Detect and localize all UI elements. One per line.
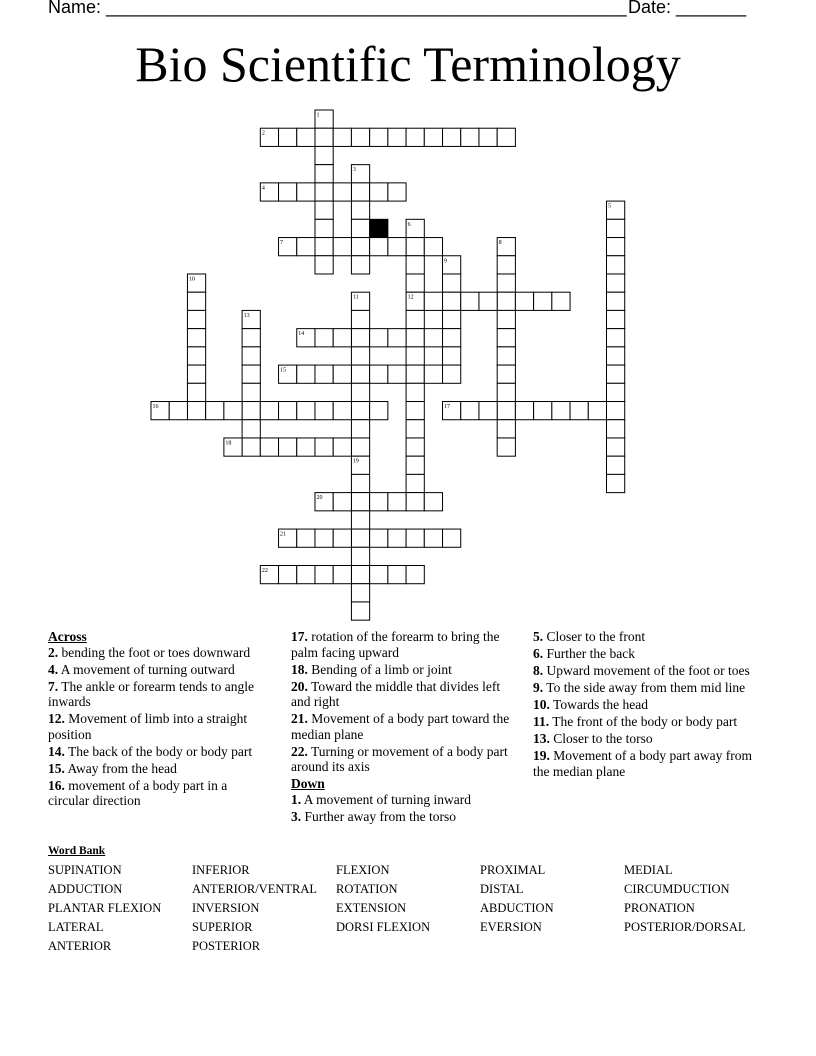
word-bank-item: LATERAL — [48, 920, 104, 934]
grid-cell[interactable] — [406, 238, 424, 256]
grid-cell[interactable] — [607, 219, 625, 237]
grid-cell[interactable] — [315, 183, 333, 201]
grid-cell[interactable] — [479, 128, 497, 146]
word-bank-item: EXTENSION — [336, 901, 407, 915]
grid-cell[interactable] — [351, 420, 369, 438]
clue-across-15: 15. Away from the head — [48, 760, 177, 776]
word-bank-item: ANTERIOR/VENTRAL — [192, 882, 317, 896]
grid-cell[interactable] — [333, 183, 351, 201]
clue-down-19: 19. Movement of a body part away from the median plane — [533, 748, 752, 779]
grid-cell[interactable] — [388, 529, 406, 547]
grid-cell[interactable] — [588, 402, 606, 420]
grid-cell[interactable] — [315, 365, 333, 383]
grid-clue-number: 14 — [298, 331, 305, 338]
grid-cell[interactable] — [315, 128, 333, 146]
grid-cell[interactable] — [443, 347, 461, 365]
grid-cell[interactable] — [187, 292, 205, 310]
grid-clue-number: 19 — [352, 458, 359, 465]
grid-cell[interactable] — [497, 274, 515, 292]
grid-cell[interactable] — [315, 566, 333, 584]
grid-cell[interactable] — [242, 347, 260, 365]
clue-down-6: 6. Further the back — [533, 646, 635, 661]
word-bank-item: ADDUCTION — [48, 882, 123, 896]
grid-cell[interactable] — [552, 402, 570, 420]
grid-cell[interactable] — [279, 128, 297, 146]
clue-across-4: 4. A movement of turning outward — [48, 661, 235, 677]
grid-clue-number: 3 — [352, 167, 356, 174]
grid-clue-number: 20 — [316, 495, 323, 502]
grid-cell[interactable] — [479, 292, 497, 310]
grid-cell[interactable] — [351, 383, 369, 401]
grid-clue-number: 7 — [280, 240, 284, 247]
grid-clue-number: 11 — [352, 294, 359, 301]
grid-cell[interactable] — [388, 183, 406, 201]
grid-cell[interactable] — [388, 365, 406, 383]
grid-cell[interactable] — [297, 183, 315, 201]
grid-cell[interactable] — [570, 402, 588, 420]
grid-cell[interactable] — [388, 128, 406, 146]
grid-cell[interactable] — [406, 402, 424, 420]
word-bank-item: DISTAL — [480, 882, 524, 896]
grid-cell[interactable] — [351, 256, 369, 274]
clue-across-2: 2. bending the foot or toes downward — [48, 644, 251, 660]
grid-cell[interactable] — [315, 529, 333, 547]
grid-cell[interactable] — [169, 402, 187, 420]
grid-cell[interactable] — [497, 438, 515, 456]
down-heading: Down — [291, 776, 325, 791]
grid-cell[interactable] — [351, 219, 369, 237]
grid-cell[interactable] — [370, 329, 388, 347]
date-field-label: Date: _______ — [628, 0, 747, 17]
grid-cell[interactable] — [406, 329, 424, 347]
grid-cell[interactable] — [497, 128, 515, 146]
grid-cell[interactable] — [242, 420, 260, 438]
grid-cell[interactable] — [315, 165, 333, 183]
word-bank-item: PROXIMAL — [480, 863, 546, 877]
grid-cell[interactable] — [406, 256, 424, 274]
grid-cell[interactable] — [351, 511, 369, 529]
word-bank-item: INFERIOR — [192, 863, 250, 877]
grid-cell[interactable] — [206, 402, 224, 420]
grid-cell[interactable] — [515, 292, 533, 310]
grid-cell[interactable] — [388, 493, 406, 511]
grid-cell[interactable] — [351, 201, 369, 219]
grid-cell[interactable] — [315, 329, 333, 347]
grid-cell[interactable] — [351, 347, 369, 365]
clue-across-21: 21. Movement of a body part toward the median plane — [291, 711, 510, 742]
grid-cell[interactable] — [187, 310, 205, 328]
grid-cell[interactable] — [424, 238, 442, 256]
grid-cell[interactable] — [607, 456, 625, 474]
grid-cell[interactable] — [333, 529, 351, 547]
clue-down-3: 3. Further away from the torso — [291, 808, 456, 824]
grid-cell[interactable] — [351, 493, 369, 511]
grid-cell[interactable] — [315, 219, 333, 237]
grid-cell[interactable] — [333, 402, 351, 420]
grid-cell[interactable] — [534, 292, 552, 310]
grid-cell[interactable] — [406, 566, 424, 584]
word-bank-item: DORSI FLEXION — [336, 920, 431, 934]
grid-clue-number: 10 — [188, 276, 195, 283]
word-bank-item: POSTERIOR/DORSAL — [624, 920, 746, 934]
grid-cell[interactable] — [297, 238, 315, 256]
grid-cell[interactable] — [333, 365, 351, 383]
grid-cell[interactable] — [607, 274, 625, 292]
grid-clue-number: 4 — [261, 185, 265, 192]
clues-column-1 — [48, 629, 270, 810]
grid-cell[interactable] — [260, 438, 278, 456]
grid-cell[interactable] — [497, 365, 515, 383]
clue-down-5: 5. Closer to the front — [533, 629, 646, 644]
grid-cell[interactable] — [242, 402, 260, 420]
grid-cell[interactable] — [406, 274, 424, 292]
grid-clue-number: 22 — [261, 568, 268, 574]
grid-cell[interactable] — [497, 310, 515, 328]
clue-down-9: 9. To the side away from them mid line — [533, 680, 746, 695]
word-bank-item: EVERSION — [480, 920, 542, 934]
grid-cell[interactable] — [406, 474, 424, 492]
clue-down-1: 1. A movement of turning inward — [291, 791, 471, 807]
grid-cell[interactable] — [388, 238, 406, 256]
grid-cell[interactable] — [224, 402, 242, 420]
grid-cell[interactable] — [443, 274, 461, 292]
grid-clue-number: 6 — [407, 221, 411, 228]
across-heading: Across — [48, 629, 87, 644]
grid-cell[interactable] — [297, 128, 315, 146]
grid-cell[interactable] — [351, 438, 369, 456]
grid-clue-number: 16 — [152, 404, 159, 411]
grid-cell[interactable] — [333, 128, 351, 146]
grid-cell[interactable] — [461, 292, 479, 310]
grid-cell[interactable] — [534, 402, 552, 420]
grid-cell[interactable] — [370, 402, 388, 420]
word-bank-item: ABDUCTION — [480, 901, 554, 915]
grid-cell[interactable] — [370, 365, 388, 383]
grid-cell[interactable] — [351, 329, 369, 347]
grid-black-cell — [370, 219, 388, 237]
grid-cell[interactable] — [406, 420, 424, 438]
grid-cell[interactable] — [406, 347, 424, 365]
grid-cell[interactable] — [406, 128, 424, 146]
grid-cell[interactable] — [406, 456, 424, 474]
grid-cell[interactable] — [461, 402, 479, 420]
grid-clue-number: 9 — [444, 258, 448, 265]
grid-cell[interactable] — [351, 310, 369, 328]
grid-cell[interactable] — [443, 365, 461, 383]
grid-cell[interactable] — [443, 329, 461, 347]
word-bank-item: ROTATION — [336, 882, 398, 896]
grid-cell[interactable] — [607, 383, 625, 401]
page-title: Bio Scientific Terminology — [135, 36, 681, 92]
grid-cell[interactable] — [461, 128, 479, 146]
grid-clue-number: 12 — [407, 294, 414, 301]
grid-cell[interactable] — [351, 238, 369, 256]
grid-clue-number: 21 — [280, 531, 287, 538]
grid-cell[interactable] — [351, 584, 369, 602]
grid-clue-number: 5 — [608, 203, 611, 210]
grid-cell[interactable] — [479, 402, 497, 420]
grid-cell[interactable] — [242, 365, 260, 383]
grid-cell[interactable] — [424, 292, 442, 310]
clue-down-10: 10. Towards the head — [533, 697, 649, 712]
clues-column-3 — [533, 629, 755, 781]
grid-cell[interactable] — [443, 128, 461, 146]
grid-cell[interactable] — [187, 347, 205, 365]
grid-cell[interactable] — [333, 493, 351, 511]
grid-cell[interactable] — [607, 420, 625, 438]
grid-cell[interactable] — [497, 383, 515, 401]
grid-cell[interactable] — [333, 438, 351, 456]
grid-cell[interactable] — [607, 438, 625, 456]
grid-cell[interactable] — [315, 402, 333, 420]
word-bank-item: INVERSION — [192, 901, 260, 915]
word-bank-item: FLEXION — [336, 863, 390, 877]
grid-cell[interactable] — [406, 383, 424, 401]
grid-clue-number: 18 — [225, 440, 232, 447]
grid-cell[interactable] — [406, 438, 424, 456]
clue-across-20: 20. Toward the middle that divides left and right — [291, 678, 501, 709]
word-bank-item: SUPERIOR — [192, 920, 253, 934]
word-bank-item: CIRCUMDUCTION — [624, 882, 730, 896]
grid-cell[interactable] — [351, 529, 369, 547]
grid-cell[interactable] — [297, 402, 315, 420]
grid-clue-number: 15 — [280, 367, 287, 374]
grid-cell[interactable] — [607, 329, 625, 347]
name-field-label: Name: ____________________________________________________ — [48, 0, 627, 17]
word-bank-item: PLANTAR FLEXION — [48, 901, 162, 915]
grid-cell[interactable] — [333, 329, 351, 347]
grid-clue-number: 17 — [444, 404, 451, 411]
grid-cell[interactable] — [315, 256, 333, 274]
grid-cell[interactable] — [351, 128, 369, 146]
grid-cell[interactable] — [242, 383, 260, 401]
grid-cell[interactable] — [607, 402, 625, 420]
grid-clue-number: 1 — [316, 112, 320, 119]
grid-cell[interactable] — [424, 329, 442, 347]
clue-down-8: 8. Upward movement of the foot or toes — [533, 663, 750, 678]
word-bank-title: Word Bank — [48, 845, 106, 857]
grid-cell[interactable] — [424, 365, 442, 383]
clue-across-17: 17. rotation of the forearm to bring the palm facing upward — [291, 629, 500, 660]
clue-across-16: 16. movement of a body part in a circular direction — [48, 777, 228, 808]
grid-cell[interactable] — [406, 365, 424, 383]
grid-cell[interactable] — [351, 566, 369, 584]
grid-cell[interactable] — [242, 329, 260, 347]
grid-cell[interactable] — [187, 402, 205, 420]
grid-cell[interactable] — [497, 347, 515, 365]
clue-across-22: 22. Turning or movement of a body part around its axis — [291, 743, 508, 774]
grid-clue-number: 2 — [261, 130, 265, 137]
grid-cell[interactable] — [297, 365, 315, 383]
clue-down-13: 13. Closer to the torso — [533, 731, 653, 746]
grid-cell[interactable] — [242, 438, 260, 456]
clue-down-11: 11. The front of the body or body part — [533, 714, 738, 729]
grid-cell[interactable] — [351, 547, 369, 565]
grid-cell[interactable] — [279, 566, 297, 584]
grid-cell[interactable] — [607, 310, 625, 328]
grid-cell[interactable] — [497, 420, 515, 438]
clue-across-14: 14. The back of the body or body part — [48, 743, 253, 759]
grid-cell[interactable] — [279, 438, 297, 456]
grid-cell[interactable] — [297, 438, 315, 456]
grid-cell[interactable] — [515, 402, 533, 420]
grid-cell[interactable] — [333, 238, 351, 256]
grid-cell[interactable] — [424, 493, 442, 511]
grid-cell[interactable] — [406, 310, 424, 328]
grid-cell[interactable] — [351, 402, 369, 420]
grid-cell[interactable] — [406, 529, 424, 547]
word-bank-item: MEDIAL — [624, 863, 673, 877]
grid-cell[interactable] — [370, 529, 388, 547]
word-bank-item: POSTERIOR — [192, 939, 261, 953]
grid-cell[interactable] — [297, 566, 315, 584]
grid-cell[interactable] — [370, 128, 388, 146]
grid-cell[interactable] — [607, 256, 625, 274]
grid-cell[interactable] — [370, 493, 388, 511]
grid-cell[interactable] — [388, 329, 406, 347]
grid-cell[interactable] — [552, 292, 570, 310]
grid-cell[interactable] — [607, 347, 625, 365]
grid-cell[interactable] — [424, 128, 442, 146]
grid-cell[interactable] — [388, 566, 406, 584]
grid-cell[interactable] — [297, 529, 315, 547]
word-bank-item: ANTERIOR — [48, 939, 112, 953]
grid-cell[interactable] — [607, 474, 625, 492]
grid-cell[interactable] — [260, 402, 278, 420]
grid-cell[interactable] — [497, 292, 515, 310]
grid-cell[interactable] — [333, 566, 351, 584]
grid-cell[interactable] — [351, 365, 369, 383]
grid-cell[interactable] — [187, 365, 205, 383]
grid-cell[interactable] — [607, 292, 625, 310]
grid-cell[interactable] — [443, 529, 461, 547]
grid-cell[interactable] — [315, 238, 333, 256]
grid-cell[interactable] — [370, 566, 388, 584]
word-bank-item: PRONATION — [624, 901, 695, 915]
grid-cell[interactable] — [351, 602, 369, 620]
grid-cell[interactable] — [370, 183, 388, 201]
grid-cell[interactable] — [279, 402, 297, 420]
grid-cell[interactable] — [279, 183, 297, 201]
clue-across-12: 12. Movement of limb into a straight position — [48, 711, 248, 742]
grid-cell[interactable] — [406, 493, 424, 511]
grid-cell[interactable] — [443, 310, 461, 328]
grid-cell[interactable] — [497, 256, 515, 274]
grid-clue-number: 8 — [498, 240, 502, 247]
grid-cell[interactable] — [187, 329, 205, 347]
clue-across-7: 7. The ankle or forearm tends to angle inwards — [48, 678, 254, 709]
grid-cell[interactable] — [443, 292, 461, 310]
grid-cell[interactable] — [497, 402, 515, 420]
grid-cell[interactable] — [187, 383, 205, 401]
grid-cell[interactable] — [370, 238, 388, 256]
grid-cell[interactable] — [351, 474, 369, 492]
grid-cell[interactable] — [424, 529, 442, 547]
grid-cell[interactable] — [315, 438, 333, 456]
word-bank-item: SUPINATION — [48, 863, 122, 877]
grid-cell[interactable] — [607, 365, 625, 383]
grid-clue-number: 13 — [243, 312, 250, 319]
grid-cell[interactable] — [315, 201, 333, 219]
grid-cell[interactable] — [315, 146, 333, 164]
grid-cell[interactable] — [607, 238, 625, 256]
clues-column-2 — [291, 629, 513, 826]
grid-cell[interactable] — [351, 183, 369, 201]
grid-cell[interactable] — [497, 329, 515, 347]
clue-across-18: 18. Bending of a limb or joint — [291, 661, 452, 677]
